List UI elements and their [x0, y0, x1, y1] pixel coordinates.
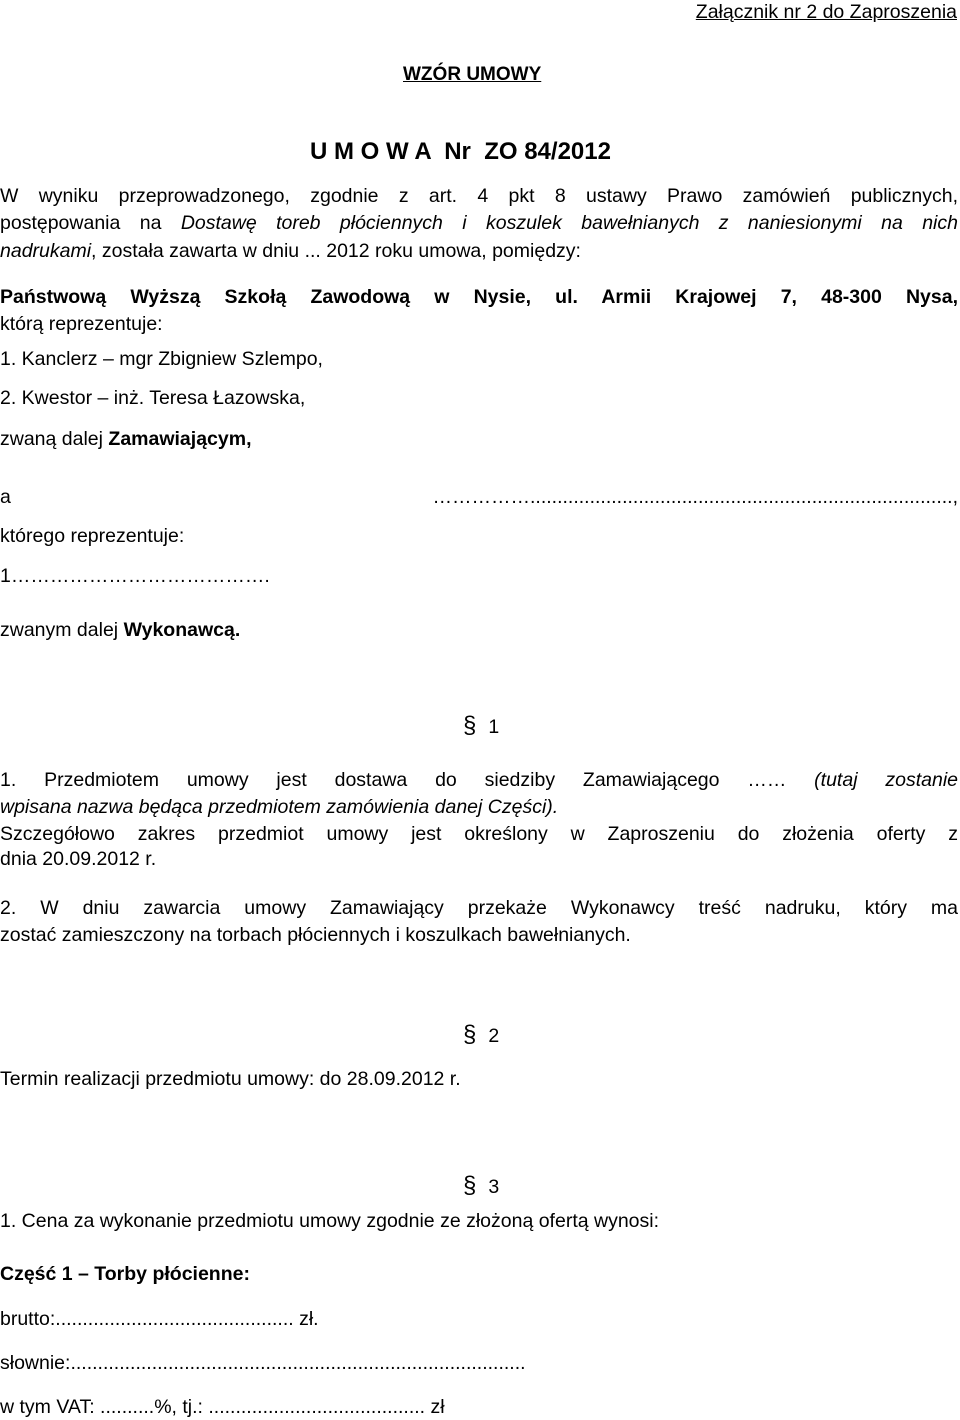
section-1-p1-line-3: Szczegółowo zakres przedmiot umowy jest określony w Zaproszeniu do złożenia oferty z — [0, 823, 958, 845]
section-1-p2-line-1: 2. W dniu zawarcia umowy Zamawiający przekaże Wykonawcy treść nadruku, który ma — [0, 897, 958, 919]
party2-called-prefix: zwanym dalej — [0, 619, 124, 641]
section-1-p1-line-1 — [0, 767, 958, 793]
section-3-number: 3 — [488, 1176, 500, 1198]
party2-name: a …………….............................................................................., — [0, 486, 958, 508]
party2-called-name: Wykonawcą. — [123, 619, 241, 641]
slownie-line: słownie:.................................................................................... — [0, 1352, 526, 1374]
intro-line-3-rest: , została zawarta w dniu ... 2012 roku umowa, pomiędzy: — [91, 240, 581, 262]
section-sign-icon: § — [463, 1021, 477, 1048]
intro-subject: Dostawę toreb płóciennych i koszulek bawełnianych z naniesionymi na nich — [180, 212, 958, 234]
intro-line-3 — [0, 238, 581, 264]
party1-rep-1: 1. Kanclerz – mgr Zbigniew Szlempo, — [0, 348, 323, 370]
party1-called — [0, 426, 252, 452]
section-1-number: 1 — [488, 716, 500, 738]
attachment-label: Załącznik nr 2 do Zaproszenia — [695, 1, 957, 23]
section-1-p1-line-4: dnia 20.09.2012 r. — [0, 848, 157, 870]
section-3-p1: 1. Cena za wykonanie przedmiotu umowy zgodnie ze złożoną ofertą wynosi: — [0, 1210, 660, 1232]
section-2-number: 2 — [488, 1025, 500, 1047]
section-2-heading — [463, 1022, 499, 1049]
section-3-heading — [463, 1173, 499, 1200]
section-1-p2-line-2: zostać zamieszczony na torbach płóciennych i koszulkach bawełnianych. — [0, 924, 631, 946]
part-1-heading: Część 1 – Torby płócienne: — [0, 1263, 250, 1285]
intro-line-2-prefix: postępowania na — [0, 212, 181, 234]
party1-name: Państwową Wyższą Szkołą Zawodową w Nysie, ul. Armii Krajowej 7, 48-300 Nysa, — [0, 286, 958, 308]
template-label: WZÓR UMOWY — [403, 64, 542, 85]
section-1-heading — [463, 713, 499, 740]
intro-line-2 — [0, 210, 958, 236]
section-1-p1-italic: (tutaj zostanie — [814, 769, 958, 791]
section-2-text: Termin realizacji przedmiotu umowy: do 28.09.2012 r. — [0, 1068, 461, 1090]
section-sign-icon: § — [463, 712, 477, 739]
vat-line: w tym VAT: ..........%, tj.: ........................................ zł — [0, 1396, 445, 1418]
party1-called-prefix: zwaną dalej — [0, 428, 109, 450]
contract-title: U M O W A Nr ZO 84/2012 — [310, 138, 611, 165]
section-sign-icon: § — [463, 1172, 477, 1199]
section-1-p1-line-2: wpisana nazwa będąca przedmiotem zamówienia danej Części). — [0, 796, 559, 818]
party2-rep-1: 1…………………………………. — [0, 565, 270, 587]
party1-rep-2: 2. Kwestor – inż. Teresa Łazowska, — [0, 387, 306, 409]
intro-line-1: W wyniku przeprowadzonego, zgodnie z art. 4 pkt 8 ustawy Prawo zamówień publicznych, — [0, 185, 958, 207]
party1-called-name: Zamawiającym, — [108, 428, 252, 450]
party1-represented-by: którą reprezentuje: — [0, 313, 163, 335]
party2-represented-by: którego reprezentuje: — [0, 525, 185, 547]
intro-subject-end: nadrukami — [0, 240, 92, 262]
party2-called — [0, 617, 240, 643]
section-1-p1-text: 1. Przedmiotem umowy jest dostawa do siedziby Zamawiającego …… — [0, 769, 787, 791]
brutto-line: brutto:............................................ zł. — [0, 1308, 319, 1330]
